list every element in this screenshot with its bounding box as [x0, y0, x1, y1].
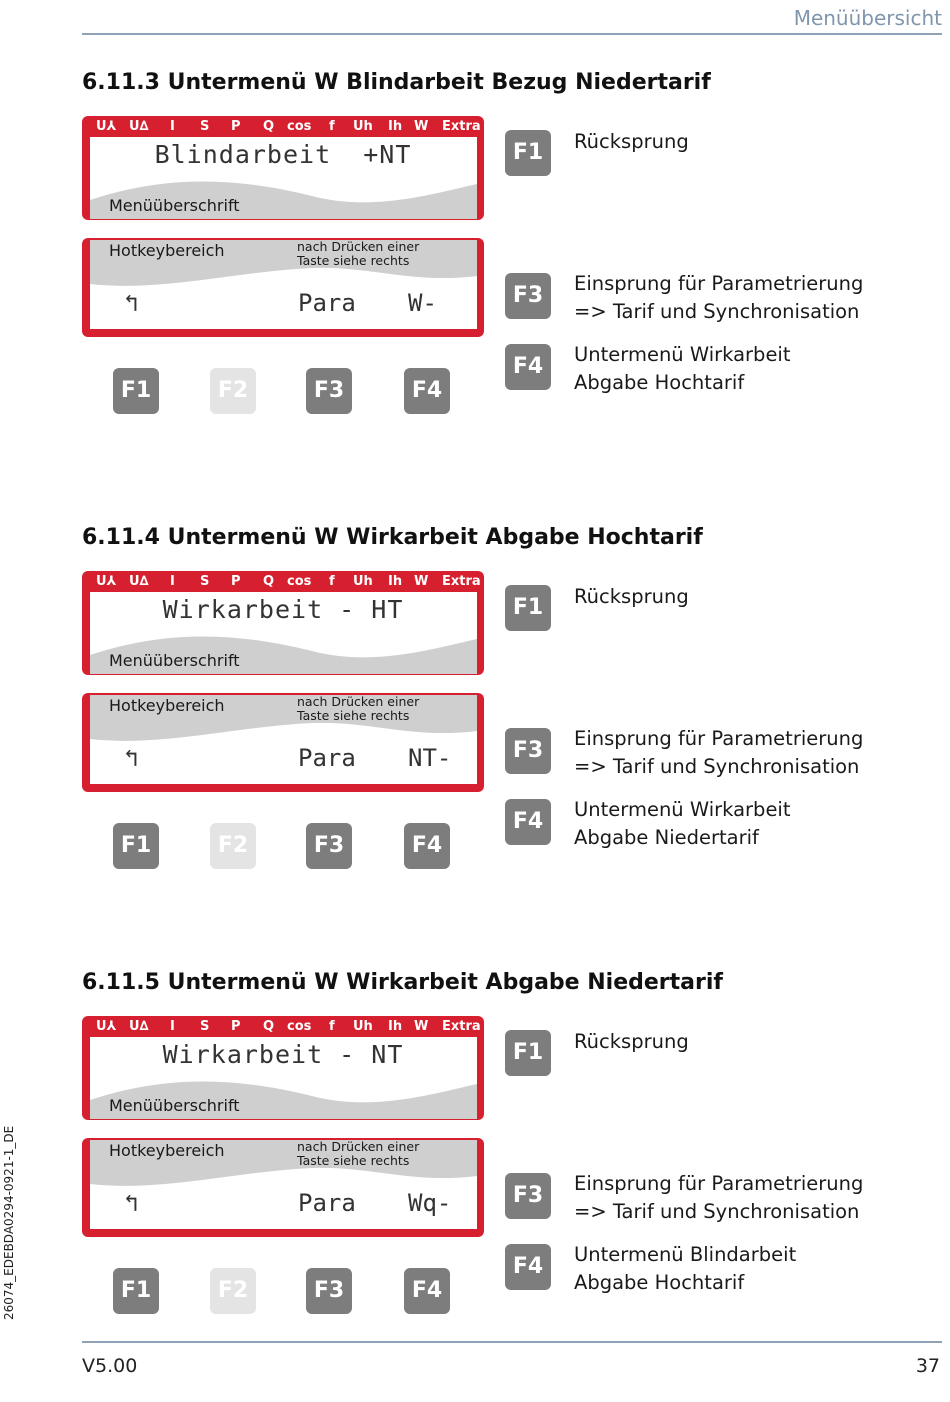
softkey-next-label: W-: [408, 289, 437, 317]
hotkey-hint: [297, 695, 419, 723]
indicator-uh: Uh: [353, 1019, 373, 1034]
indicator-p: P: [231, 1019, 241, 1034]
document-code: 26074_EDEBDA0294-0921-1_DE: [2, 1125, 16, 1320]
f4-description-line-1: Untermenü Blindarbeit: [574, 1243, 797, 1266]
f4-description-line-1: Untermenü Wirkarbeit: [574, 343, 791, 366]
footer-version: V5.00: [82, 1355, 138, 1377]
hotkey-area-label: Hotkeybereich: [109, 1141, 225, 1160]
hotkey-hint: [297, 240, 419, 268]
indicator-u-delta: U∆: [129, 574, 149, 589]
indicator-extra: Extra: [442, 574, 481, 589]
f1-key-legend: F1: [505, 1030, 551, 1076]
page-header-title: Menüübersicht: [793, 6, 942, 30]
indicator-extra: Extra: [442, 119, 481, 134]
hotkey-area-label: Hotkeybereich: [109, 696, 225, 715]
indicator-f: f: [329, 1019, 335, 1034]
f3-button[interactable]: F3: [306, 823, 352, 869]
f3-button[interactable]: F3: [306, 368, 352, 414]
f1-key-legend: F1: [505, 585, 551, 631]
indicator-ih: Ih: [388, 119, 403, 134]
indicator-u-star: U⅄: [96, 574, 117, 589]
indicator-extra: Extra: [442, 1019, 481, 1034]
hotkey-hint: [297, 1140, 419, 1168]
menu-heading-label: Menüüberschrift: [109, 1096, 240, 1115]
softkey-para-label: Para: [298, 1189, 356, 1217]
indicator-w: W: [414, 574, 429, 589]
indicator-p: P: [231, 574, 241, 589]
f4-description-line-2: Abgabe Hochtarif: [574, 371, 745, 394]
indicator-q: Q: [263, 574, 275, 589]
indicator-f: f: [329, 574, 335, 589]
f4-description: [574, 1241, 796, 1297]
menu-heading-label: Menüüberschrift: [109, 196, 240, 215]
hint-line-1: nach Drücken einer: [297, 239, 420, 254]
f3-description-line-2: => Tarif und Synchronisation: [574, 300, 860, 323]
indicator-i: I: [170, 119, 175, 134]
f3-button[interactable]: F3: [306, 1268, 352, 1314]
indicator-u-star: U⅄: [96, 119, 117, 134]
hint-line-2: Taste siehe rechts: [297, 253, 410, 268]
f3-description-line-1: Einsprung für Parametrierung: [574, 1172, 864, 1195]
lcd-menu-title: Wirkarbeit - HT: [162, 595, 404, 624]
page-number: 37: [915, 1355, 940, 1377]
f3-description-line-2: => Tarif und Synchronisation: [574, 1200, 860, 1223]
f4-description: [574, 796, 791, 852]
f1-description: Rücksprung: [574, 1030, 689, 1053]
f2-button[interactable]: F2: [210, 368, 256, 414]
f1-key-legend: F1: [505, 130, 551, 176]
f3-key-legend: F3: [505, 728, 551, 774]
hint-line-2: Taste siehe rechts: [297, 708, 410, 723]
f4-button[interactable]: F4: [404, 368, 450, 414]
device-display: [82, 116, 484, 337]
f2-button[interactable]: F2: [210, 1268, 256, 1314]
section-6-11-5: [0, 970, 950, 1303]
f3-description-line-1: Einsprung für Parametrierung: [574, 727, 864, 750]
indicator-p: P: [231, 119, 241, 134]
header-rule: [82, 33, 942, 35]
footer-rule: [82, 1341, 942, 1343]
indicator-uh: Uh: [353, 574, 373, 589]
softkey-para-label: Para: [298, 744, 356, 772]
section-title: 6.11.5 Untermenü W Wirkarbeit Abgabe Niedertarif: [82, 970, 723, 995]
indicator-row: [96, 574, 482, 591]
f3-description: [574, 1170, 863, 1226]
f1-description: Rücksprung: [574, 130, 689, 153]
indicator-cos: cos: [287, 119, 312, 134]
hint-line-1: nach Drücken einer: [297, 1139, 420, 1154]
f3-description-line-1: Einsprung für Parametrierung: [574, 272, 864, 295]
f4-key-legend: F4: [505, 1244, 551, 1290]
section-6-11-4: [0, 525, 950, 858]
softkey-next-label: Wq-: [408, 1189, 452, 1217]
f1-button[interactable]: F1: [113, 823, 159, 869]
menu-heading-label: Menüüberschrift: [109, 651, 240, 670]
indicator-s: S: [200, 119, 210, 134]
indicator-ih: Ih: [388, 1019, 403, 1034]
softkey-next-label: NT-: [408, 744, 452, 772]
indicator-u-star: U⅄: [96, 1019, 117, 1034]
indicator-row: [96, 119, 482, 136]
hint-line-2: Taste siehe rechts: [297, 1153, 410, 1168]
f1-description: Rücksprung: [574, 585, 689, 608]
indicator-u-delta: U∆: [129, 1019, 149, 1034]
f3-description: [574, 725, 863, 781]
indicator-i: I: [170, 574, 175, 589]
f4-button[interactable]: F4: [404, 1268, 450, 1314]
f4-key-legend: F4: [505, 344, 551, 390]
indicator-w: W: [414, 1019, 429, 1034]
device-display: [82, 571, 484, 792]
f4-key-legend: F4: [505, 799, 551, 845]
f3-description-line-2: => Tarif und Synchronisation: [574, 755, 860, 778]
f1-button[interactable]: F1: [113, 368, 159, 414]
back-arrow-icon: ↰: [124, 744, 139, 772]
f4-description-line-2: Abgabe Hochtarif: [574, 1271, 745, 1294]
f3-description: [574, 270, 863, 326]
device-display: [82, 1016, 484, 1237]
indicator-w: W: [414, 119, 429, 134]
section-6-11-3: [0, 70, 950, 403]
indicator-cos: cos: [287, 1019, 312, 1034]
indicator-ih: Ih: [388, 574, 403, 589]
f4-description: [574, 341, 791, 397]
indicator-i: I: [170, 1019, 175, 1034]
indicator-q: Q: [263, 1019, 275, 1034]
indicator-cos: cos: [287, 574, 312, 589]
hint-line-1: nach Drücken einer: [297, 694, 420, 709]
indicator-f: f: [329, 119, 335, 134]
indicator-uh: Uh: [353, 119, 373, 134]
indicator-s: S: [200, 574, 210, 589]
indicator-row: [96, 1019, 482, 1036]
lcd-menu-title: Blindarbeit +NT: [154, 140, 412, 169]
hotkey-area-label: Hotkeybereich: [109, 241, 225, 260]
indicator-u-delta: U∆: [129, 119, 149, 134]
f4-description-line-2: Abgabe Niedertarif: [574, 826, 759, 849]
f1-button[interactable]: F1: [113, 1268, 159, 1314]
f3-key-legend: F3: [505, 1173, 551, 1219]
indicator-s: S: [200, 1019, 210, 1034]
f2-button[interactable]: F2: [210, 823, 256, 869]
f4-button[interactable]: F4: [404, 823, 450, 869]
section-title: 6.11.3 Untermenü W Blindarbeit Bezug Niedertarif: [82, 70, 711, 95]
indicator-q: Q: [263, 119, 275, 134]
back-arrow-icon: ↰: [124, 289, 139, 317]
back-arrow-icon: ↰: [124, 1189, 139, 1217]
softkey-para-label: Para: [298, 289, 356, 317]
f3-key-legend: F3: [505, 273, 551, 319]
f4-description-line-1: Untermenü Wirkarbeit: [574, 798, 791, 821]
section-title: 6.11.4 Untermenü W Wirkarbeit Abgabe Hochtarif: [82, 525, 703, 550]
lcd-menu-title: Wirkarbeit - NT: [162, 1040, 404, 1069]
